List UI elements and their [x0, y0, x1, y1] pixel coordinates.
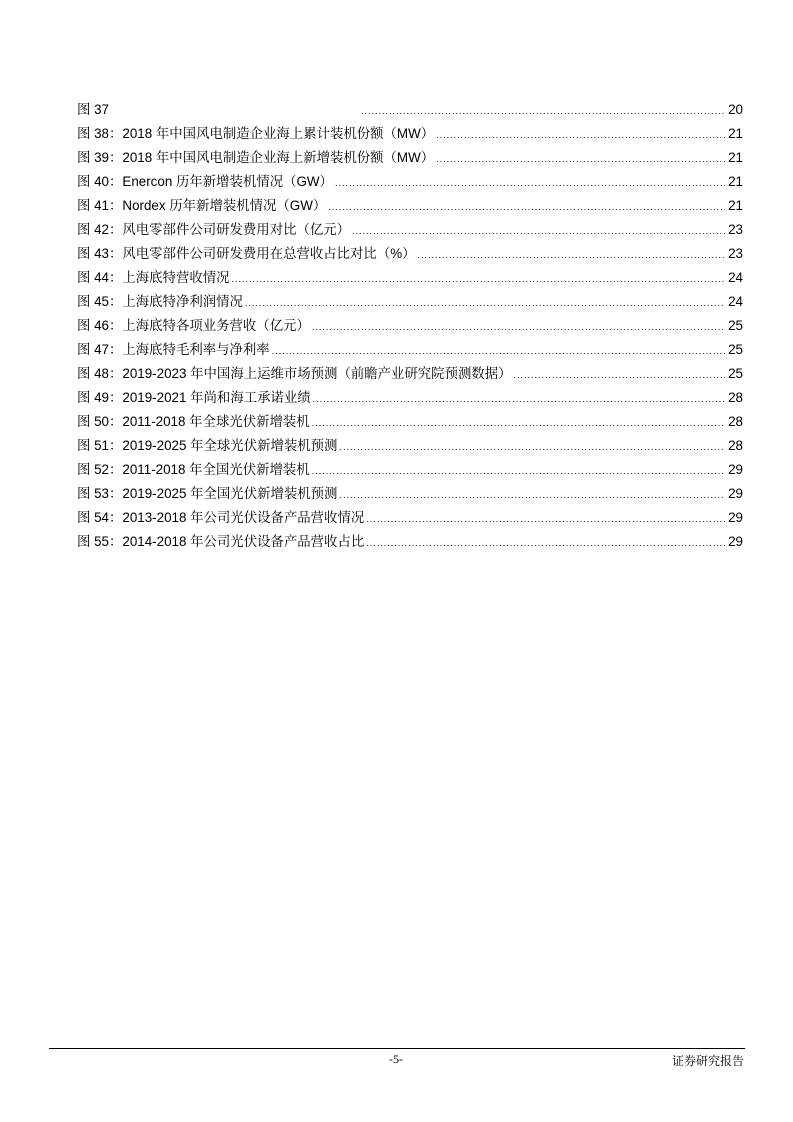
toc-entry-41[interactable] — [77, 194, 743, 218]
toc-entry-44[interactable] — [77, 266, 743, 290]
toc-entry-label: 图 37 — [77, 102, 110, 117]
toc-entry-55[interactable] — [77, 530, 743, 554]
toc-dot-leader — [272, 339, 725, 363]
toc-entry-47[interactable] — [77, 338, 743, 362]
toc-dot-leader — [514, 363, 725, 387]
toc-dot-leader — [232, 267, 725, 291]
toc-entry-page: 24 — [728, 294, 743, 309]
toc-entry-page: 25 — [728, 318, 743, 333]
toc-entry-label: 图 55：2014-2018 年公司光伏设备产品营收占比 — [77, 534, 365, 549]
toc-entry-page: 25 — [728, 342, 743, 357]
toc-entry-page: 28 — [728, 414, 743, 429]
toc-entry-label: 图 38：2018 年中国风电制造企业海上累计装机份额（MW） — [77, 126, 435, 141]
toc-dot-leader — [335, 171, 725, 195]
toc-entry-48[interactable] — [77, 362, 743, 386]
toc-entry-53[interactable] — [77, 482, 743, 506]
toc-dot-leader — [339, 483, 725, 507]
toc-entry-label: 图 44：上海底特营收情况 — [77, 270, 230, 285]
toc-dot-leader — [366, 507, 725, 531]
toc-entry-label: 图 54：2013-2018 年公司光伏设备产品营收情况 — [77, 510, 365, 525]
toc-entry-page: 24 — [728, 270, 743, 285]
toc-entry-52[interactable] — [77, 458, 743, 482]
toc-entry-label: 图 45：上海底特净利润情况 — [77, 294, 243, 309]
toc-dot-leader — [436, 123, 725, 147]
toc-entry-label: 图 47：上海底特毛利率与净利率 — [77, 342, 270, 357]
toc-dot-leader — [328, 195, 725, 219]
toc-entry-label: 图 42：风电零部件公司研发费用对比（亿元） — [77, 222, 351, 237]
toc-dot-leader — [366, 531, 725, 555]
toc-entry-label: 图 39：2018 年中国风电制造企业海上新增装机份额（MW） — [77, 150, 435, 165]
toc-entry-page: 20 — [728, 102, 743, 117]
toc-entry-page: 28 — [728, 438, 743, 453]
footer-report-label: 证券研究报告 — [671, 1054, 744, 1068]
toc-entry-39[interactable] — [77, 146, 743, 170]
toc-dot-leader — [312, 411, 725, 435]
toc-entry-37[interactable] — [77, 98, 743, 122]
toc-entry-38[interactable] — [77, 122, 743, 146]
toc-entry-page: 25 — [728, 366, 743, 381]
toc-dot-leader — [418, 243, 725, 267]
toc-entry-label: 图 40：Enercon 历年新增装机情况（GW） — [77, 174, 333, 189]
toc-entry-51[interactable] — [77, 434, 743, 458]
toc-entry-page: 21 — [728, 126, 743, 141]
toc-entry-page: 29 — [728, 510, 743, 525]
toc-dot-leader — [352, 219, 725, 243]
toc-entry-43[interactable] — [77, 242, 743, 266]
footer-divider — [49, 1048, 745, 1049]
toc-entry-label: 图 51：2019-2025 年全球光伏新增装机预测 — [77, 438, 338, 453]
toc-entry-42[interactable] — [77, 218, 743, 242]
toc-entry-label: 图 52：2011-2018 年全国光伏新增装机 — [77, 462, 310, 477]
toc-entry-label: 图 41：Nordex 历年新增装机情况（GW） — [77, 198, 327, 213]
toc-entry-page: 21 — [728, 150, 743, 165]
toc-entry-page: 21 — [728, 198, 743, 213]
toc-entry-page: 23 — [728, 246, 743, 261]
toc-list — [77, 98, 743, 554]
toc-entry-page: 29 — [728, 534, 743, 549]
toc-entry-50[interactable] — [77, 410, 743, 434]
toc-entry-page: 29 — [728, 486, 743, 501]
toc-entry-page: 21 — [728, 174, 743, 189]
toc-entry-40[interactable] — [77, 170, 743, 194]
toc-dot-leader — [312, 315, 725, 339]
toc-entry-page: 28 — [728, 390, 743, 405]
toc-entry-label: 图 43：风电零部件公司研发费用在总营收占比对比（%） — [77, 246, 416, 261]
toc-dot-leader — [339, 435, 725, 459]
toc-entry-label: 图 50：2011-2018 年全球光伏新增装机 — [77, 414, 310, 429]
toc-entry-page: 23 — [728, 222, 743, 237]
toc-entry-45[interactable] — [77, 290, 743, 314]
toc-entry-label: 图 49：2019-2021 年尚和海工承诺业绩 — [77, 390, 311, 405]
toc-entry-page: 29 — [728, 462, 743, 477]
toc-dot-leader — [361, 99, 725, 123]
toc-dot-leader — [313, 387, 725, 411]
toc-entry-label: 图 53：2019-2025 年全国光伏新增装机预测 — [77, 486, 338, 501]
toc-entry-label: 图 46：上海底特各项业务营收（亿元） — [77, 318, 310, 333]
footer-page-number: -5- — [389, 1052, 403, 1066]
toc-dot-leader — [312, 459, 725, 483]
toc-entry-label: 图 48：2019-2023 年中国海上运维市场预测（前瞻产业研究院预测数据） — [77, 366, 512, 381]
toc-entry-54[interactable] — [77, 506, 743, 530]
toc-entry-46[interactable] — [77, 314, 743, 338]
toc-entry-49[interactable] — [77, 386, 743, 410]
toc-dot-leader — [245, 291, 725, 315]
toc-dot-leader — [436, 147, 725, 171]
